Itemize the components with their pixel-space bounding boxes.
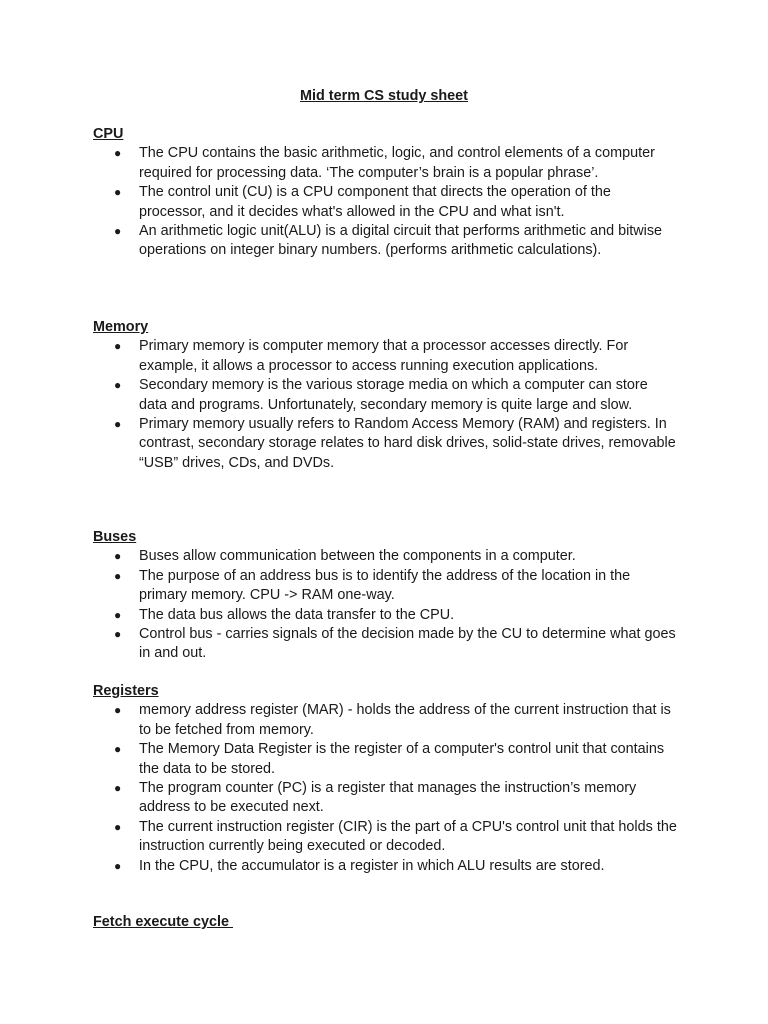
- list-item: [93, 222, 693, 261]
- section-buses: [93, 528, 693, 664]
- bullet-icon: ●: [114, 378, 122, 393]
- bullet-icon: ●: [114, 224, 122, 239]
- bullet-icon: ●: [114, 185, 122, 200]
- bullet-icon: ●: [114, 742, 122, 757]
- list-item: [93, 547, 693, 566]
- bullet-icon: ●: [114, 417, 122, 432]
- list-item: [93, 183, 693, 222]
- section-fetch-execute-cycle: [93, 913, 693, 932]
- list-item-text: An arithmetic logic unit(ALU) is a digital circuit that performs arithmetic and bitwise operations on integer binary numbers. (performs arithmetic calculations).: [139, 223, 663, 259]
- section-heading: Fetch execute cycle: [93, 914, 233, 930]
- list-item-text: The program counter (PC) is a register that manages the instruction’s memory address to be executed next.: [139, 780, 637, 816]
- list-item-text: The CPU contains the basic arithmetic, logic, and control elements of a computer required for processing data. ‘The computer’s brain is a popular phrase’.: [139, 145, 655, 181]
- bullet-icon: ●: [114, 568, 122, 583]
- list-item-text: The data bus allows the data transfer to the CPU.: [139, 606, 455, 623]
- bullet-list: [93, 547, 693, 663]
- section-heading: CPU: [93, 126, 124, 142]
- page-title: Mid term CS study sheet: [300, 88, 468, 104]
- section-registers: [93, 682, 693, 876]
- list-item-text: The control unit (CU) is a CPU component that directs the operation of the processor, and it decides what's allowed in the CPU and what isn't.: [139, 184, 611, 220]
- section-heading: Memory: [93, 319, 149, 335]
- list-item: [93, 625, 693, 664]
- list-item: [93, 779, 693, 818]
- section-memory: [93, 318, 693, 473]
- list-item-text: memory address register (MAR) - holds the address of the current instruction that is to be fetched from memory.: [139, 702, 671, 738]
- list-item: [93, 606, 693, 625]
- list-item: [93, 415, 693, 473]
- list-item: [93, 567, 693, 606]
- bullet-list: [93, 144, 693, 260]
- bullet-icon: ●: [114, 858, 122, 873]
- list-item: [93, 857, 693, 876]
- list-item: [93, 740, 693, 779]
- list-item-text: The Memory Data Register is the register of a computer's control unit that contains the data to be stored.: [139, 741, 665, 777]
- section-heading: Registers: [93, 683, 159, 699]
- section-cpu: [93, 125, 693, 261]
- list-item: [93, 818, 693, 857]
- list-item-text: In the CPU, the accumulator is a register in which ALU results are stored.: [139, 857, 605, 874]
- list-item: [93, 701, 693, 740]
- bullet-icon: ●: [114, 781, 122, 796]
- list-item-text: The current instruction register (CIR) is the part of a CPU's control unit that holds the instruction currently being executed or decoded.: [139, 818, 677, 855]
- section-heading: Buses: [93, 529, 137, 545]
- bullet-icon: ●: [114, 146, 122, 161]
- bullet-icon: ●: [114, 339, 122, 354]
- bullet-list: [93, 337, 693, 473]
- list-item-text: The purpose of an address bus is to identify the address of the location in the primary memory. CPU -> RAM one-way.: [139, 567, 631, 604]
- bullet-icon: ●: [114, 607, 122, 622]
- bullet-icon: ●: [114, 549, 122, 564]
- list-item-text: Primary memory is computer memory that a processor accesses directly. For example, it allows a processor to access running execution applications.: [139, 338, 629, 374]
- list-item-text: Buses allow communication between the components in a computer.: [139, 548, 576, 565]
- list-item-text: Secondary memory is the various storage media on which a computer can store data and programs. Unfortunately, secondary memory is quite large and slow.: [139, 377, 648, 413]
- list-item-text: Control bus - carries signals of the decision made by the CU to determine what goes in and out.: [139, 626, 676, 662]
- list-item-text: Primary memory usually refers to Random Access Memory (RAM) and registers. In contrast, secondary storage relates to hard disk drives, solid-state drives, removable “USB” drives, CDs, and DVDs.: [139, 416, 676, 471]
- bullet-icon: ●: [114, 703, 122, 718]
- bullet-icon: ●: [114, 819, 122, 834]
- list-item: [93, 376, 693, 415]
- list-item: [93, 144, 693, 183]
- bullet-list: [93, 701, 693, 876]
- bullet-icon: ●: [114, 627, 122, 642]
- list-item: [93, 337, 693, 376]
